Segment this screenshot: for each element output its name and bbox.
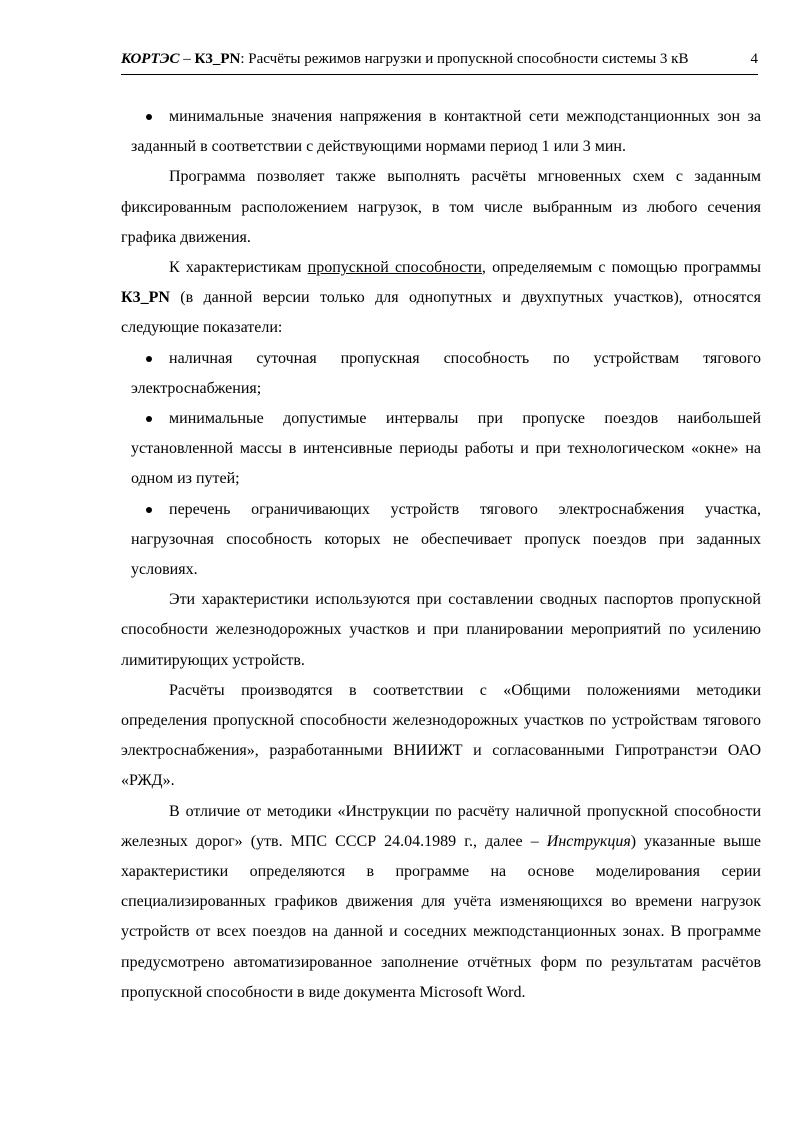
bullet-text: минимальные значения напряжения в контактной сети межподстанционных зон за заданный в соответствии с действующими нормами период 1 или 3 мин.: [131, 108, 761, 156]
bullet-icon: [146, 356, 152, 362]
bullet-item: [121, 495, 761, 586]
text-span: К характеристикам: [169, 259, 308, 277]
header-dash: –: [179, 51, 195, 67]
bullet-icon: [146, 416, 152, 422]
bullet-text: перечень ограничивающих устройств тягового электроснабжения участка, нагрузочная способность которых не обеспечивает пропуск поездов при заданных условиях.: [131, 500, 761, 579]
bullet-item: [121, 102, 761, 162]
bullet-item: [121, 404, 761, 495]
paragraph: [121, 253, 761, 344]
header-brand: КОРТЭС: [121, 51, 180, 67]
text-span: ) указанные выше характеристики определяются в программе на основе моделирования серии специализированных графиков движения для учёта изменяющихся во времени нагрузок устройств от всех поездов на данной и соседних межподстанционных зонах. В программе предусмотрено автоматизированное заполнение отчётных форм по результатам расчётов пропускной способности в виде документа Microsoft Word.: [121, 832, 761, 1001]
header-subtitle: : Расчёты режимов нагрузки и пропускной способности системы 3 кВ: [240, 51, 689, 67]
text-span: , определяемым с помощью программы: [481, 259, 762, 277]
bullet-icon: [146, 114, 152, 120]
header-title: [121, 48, 688, 70]
paragraph: Эти характеристики используются при составлении сводных паспортов пропускной способности железнодорожных участков и при планировании мероприятий по усилению лимитирующих устройств.: [121, 591, 761, 669]
text-span: (в данной версии только для однопутных и двухпутных участков), относятся следующие показатели:: [121, 289, 761, 337]
bold-program-name: К3_PN: [121, 289, 170, 307]
header-code: К3_PN: [194, 51, 241, 67]
text-span: В отличие от методики «Инструкции по расчёту наличной пропускной способности железных дорог» (утв. МПС СССР 24.04.1989 г., далее –: [121, 802, 761, 850]
bullet-text: минимальные допустимые интервалы при пропуске поездов наибольшей установленной массы в интенсивные периоды работы и при технологическом «окне» на одном из путей;: [131, 410, 761, 488]
paragraph: Программа позволяет также выполнять расчёты мгновенных схем с заданным фиксированным расположением нагрузок, в том числе выбранным из любого сечения графика движения.: [121, 168, 761, 246]
paragraph: [121, 797, 761, 1008]
page-header: [121, 48, 758, 75]
paragraph: Расчёты производятся в соответствии с «Общими положениями методики определения пропускной способности железнодорожных участков по устройствам тягового электроснабжения», разработанными ВНИИЖТ и согласованными Гипротранстэи ОАО «РЖД».: [121, 681, 761, 790]
bullet-item: [121, 344, 761, 404]
bullet-icon: [146, 507, 152, 513]
page-number: 4: [750, 51, 758, 67]
document-body: [121, 102, 761, 1008]
italic-term: Инструкция: [546, 832, 631, 850]
underlined-term: пропускной способности: [307, 259, 482, 277]
bullet-text: наличная суточная пропускная способность по устройствам тягового электроснабжения;: [131, 349, 761, 397]
